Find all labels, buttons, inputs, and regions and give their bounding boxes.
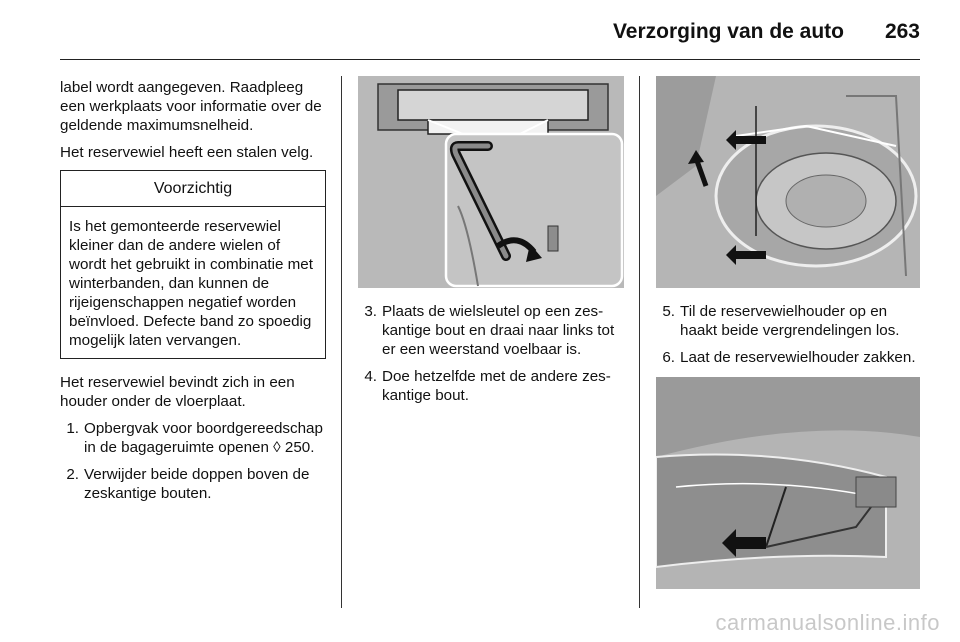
column-middle [358, 76, 624, 413]
step-number: 3. [364, 303, 377, 320]
step-text: Laat de reservewielhouder zakken. [680, 349, 916, 366]
steps-list-3 [656, 302, 920, 367]
steps-list-2 [358, 302, 624, 405]
step-text: Til de reservewielhouder op en haakt beide vergrendelingen los. [680, 303, 900, 339]
step-number: 1. [66, 420, 79, 437]
step-number: 6. [662, 349, 675, 366]
caution-box [60, 170, 326, 359]
column-divider-left [341, 76, 342, 608]
step-item [60, 465, 326, 503]
column-right [656, 76, 920, 589]
column-left [60, 78, 326, 511]
step-item [358, 367, 624, 405]
caution-title: Voorzichtig [61, 171, 325, 207]
page-header [60, 16, 920, 60]
lowered-holder-illustration [656, 377, 920, 589]
step-item [656, 348, 920, 367]
holder-illustration [656, 76, 920, 288]
caution-body: Is het gemonteerde reservewiel kleiner dan de andere wielen of wordt het gebruikt in combinatie met winterbanden, dan kunnen de rijeigenschappen negatief worden beïnvloed. Defecte band zo spoedig mogelijk laten vervangen. [69, 218, 313, 349]
step-number: 5. [662, 303, 675, 320]
column-divider-right [639, 76, 640, 608]
paragraph-spare-location: Het reservewiel bevindt zich in een houder onder de vloerplaat. [60, 374, 295, 410]
step-text: Doe hetzelfde met de andere zeskantige bout. [382, 368, 611, 404]
figure-wrench-bolt [358, 76, 624, 288]
step-item [656, 302, 920, 340]
steps-list-1 [60, 419, 326, 503]
figure-spare-wheel-holder [656, 76, 920, 288]
step-number: 2. [66, 466, 79, 483]
paragraph-speed-info: label wordt aangegeven. Raadpleeg een werkplaats voor informatie over de geldende maximumsnelheid. [60, 79, 322, 134]
step-number: 4. [364, 368, 377, 385]
paragraph-steel-rim: Het reservewiel heeft een stalen velg. [60, 144, 314, 161]
step-item [60, 419, 326, 457]
wrench-illustration [358, 76, 624, 288]
step-text: Opbergvak voor boordgereedschap in de bagageruimte openen ◊ 250. [84, 420, 323, 456]
step-text: Verwijder beide doppen boven de zeskantige bouten. [84, 466, 310, 502]
section-title: Verzorging van de auto [612, 20, 844, 43]
step-item [358, 302, 624, 359]
step-text: Plaats de wielsleutel op een zeskantige bout en draai naar links tot er een weerstand voelbaar is. [382, 303, 615, 358]
page-number: 263 [884, 20, 920, 43]
watermark: carmanualsonline.info [715, 610, 940, 635]
figure-lowered-holder [656, 377, 920, 589]
